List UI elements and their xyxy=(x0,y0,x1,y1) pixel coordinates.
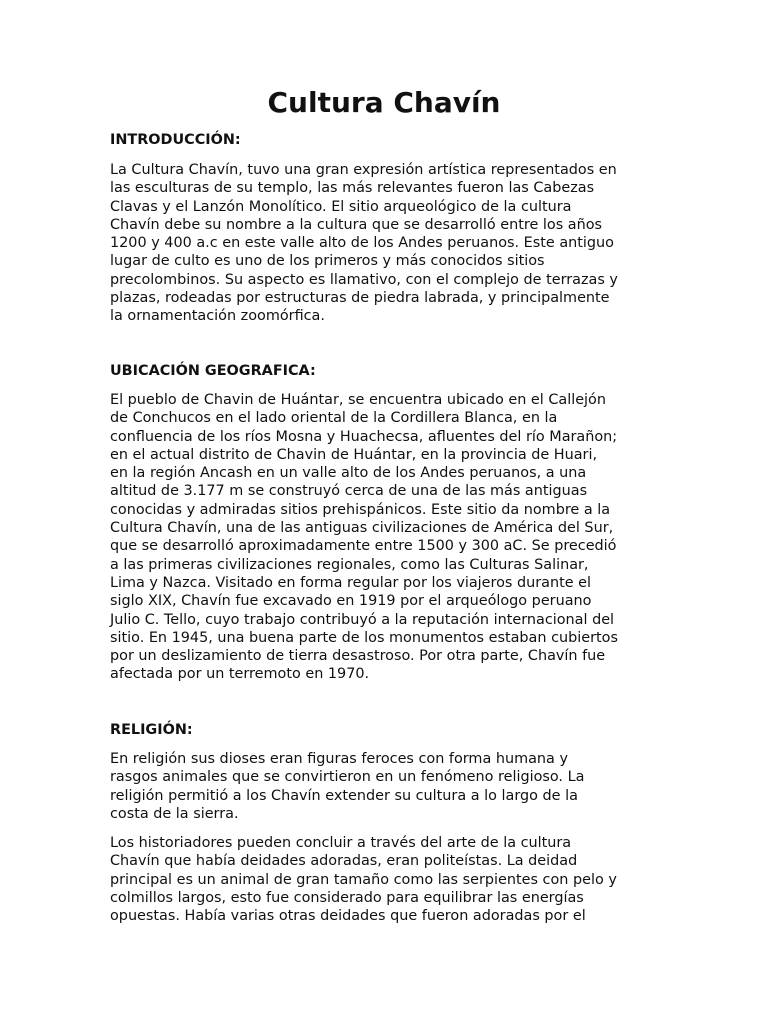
paragraph-line: las esculturas de su templo, las más relevantes fueron las Cabezas xyxy=(110,180,595,197)
paragraph-line: la ornamentación zoomórfica. xyxy=(110,308,325,325)
paragraph-line: en el actual distrito de Chavin de Huántar, en la provincia de Huari, xyxy=(110,446,598,463)
paragraph-line: precolombinos. Su aspecto es llamativo, con el complejo de terrazas y xyxy=(110,271,618,288)
section-heading-religion: RELIGIÓN: xyxy=(110,722,193,738)
paragraph-line: de Conchucos en el lado oriental de la Cordillera Blanca, en la xyxy=(110,410,558,427)
paragraph-line: que se desarrolló aproximadamente entre 1500 y 300 aC. Se precedió xyxy=(110,538,617,555)
section-paragraph xyxy=(110,161,662,326)
paragraph-line: 1200 y 400 a.c en este valle alto de los Andes peruanos. Este antiguo xyxy=(110,235,614,252)
paragraph-line: afectada por un terremoto en 1970. xyxy=(110,666,370,683)
paragraph-line: Lima y Nazca. Visitado en forma regular por los viajeros durante el xyxy=(110,574,592,591)
paragraph-line: rasgos animales que se convirtieron en un fenómeno religioso. La xyxy=(110,769,585,786)
paragraph-line: costa de la sierra. xyxy=(110,805,239,822)
paragraph-line: religión permitió a los Chavín extender su cultura a lo largo de la xyxy=(110,787,578,804)
paragraph-line: altitud de 3.177 m se construyó cerca de una de las más antiguas xyxy=(110,483,588,500)
paragraph-line: siglo XIX, Chavín fue excavado en 1919 por el arqueólogo peruano xyxy=(110,593,592,610)
paragraph-line: por un deslizamiento de tierra desastroso. Por otra parte, Chavín fue xyxy=(110,648,606,665)
document-title: Cultura Chavín xyxy=(267,86,501,119)
paragraph-line: lugar de culto es uno de los primeros y más conocidos sitios xyxy=(110,253,545,270)
section-paragraph xyxy=(110,391,662,684)
paragraph-line: Chavín que había deidades adoradas, eran politeístas. La deidad xyxy=(110,853,578,870)
paragraph-line: La Cultura Chavín, tuvo una gran expresión artística representados en xyxy=(110,162,617,178)
paragraph-line: Cultura Chavín, una de las antiguas civilizaciones de América del Sur, xyxy=(110,520,614,537)
paragraph-line: confluencia de los ríos Mosna y Huachecsa, afluentes del río Marañon; xyxy=(110,428,618,445)
paragraph-line: principal es un animal de gran tamaño como las serpientes con pelo y xyxy=(110,871,617,888)
paragraph-line: conocidas y admiradas sitios prehispánicos. Este sitio da nombre a la xyxy=(110,501,611,518)
paragraph-line: Julio C. Tello, cuyo trabajo contribuyó a la reputación internacional del xyxy=(110,611,615,628)
paragraph-line: Clavas y el Lanzón Monolítico. El sitio arqueológico de la cultura xyxy=(110,198,572,215)
paragraph-line: sitio. En 1945, una buena parte de los monumentos estaban cubiertos xyxy=(110,629,618,646)
paragraph-line: El pueblo de Chavin de Huántar, se encuentra ubicado en el Callejón xyxy=(110,392,606,408)
paragraph-line: En religión sus dioses eran figuras feroces con forma humana y xyxy=(110,751,568,767)
paragraph-line: Los historiadores pueden concluir a través del arte de la cultura xyxy=(110,835,572,851)
paragraph-line: opuestas. Había varias otras deidades que fueron adoradas por el xyxy=(110,908,586,925)
paragraph-line: Chavín debe su nombre a la cultura que se desarrolló entre los años xyxy=(110,216,603,233)
section-heading-ubicacion: UBICACIÓN GEOGRAFICA: xyxy=(110,363,316,379)
section-heading-introduccion: INTRODUCCIÓN: xyxy=(110,132,241,148)
section-paragraph xyxy=(110,750,662,823)
paragraph-line: colmillos largos, esto fue considerado para equilibrar las energías xyxy=(110,889,584,906)
paragraph-line: plazas, rodeadas por estructuras de piedra labrada, y principalmente xyxy=(110,290,610,307)
paragraph-line: en la región Ancash en un valle alto de los Andes peruanos, a una xyxy=(110,465,587,482)
section-paragraph xyxy=(110,834,662,925)
paragraph-line: a las primeras civilizaciones regionales, como las Culturas Salinar, xyxy=(110,556,589,573)
